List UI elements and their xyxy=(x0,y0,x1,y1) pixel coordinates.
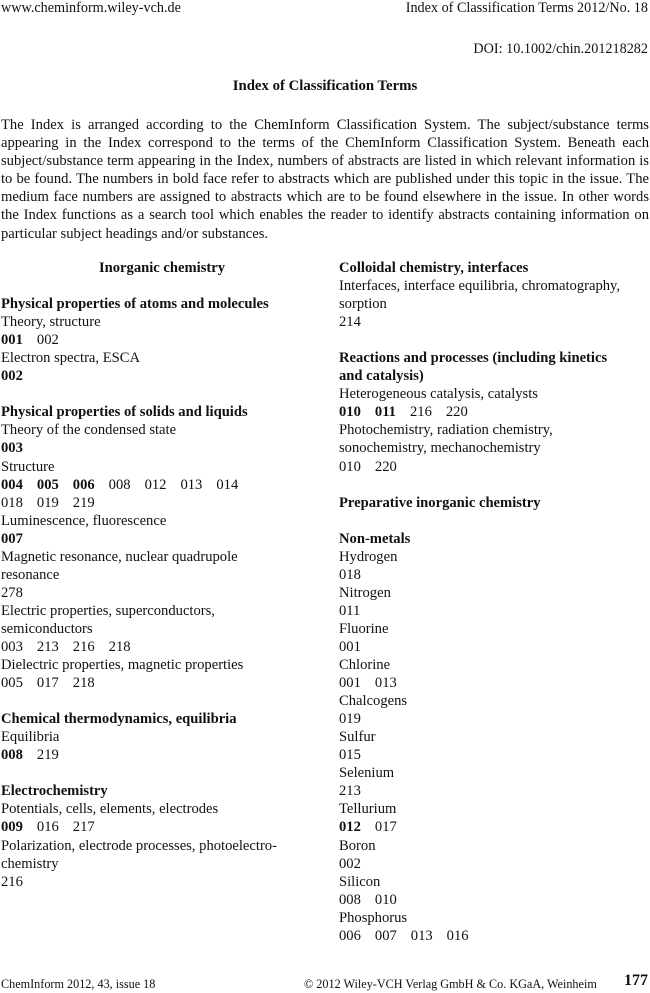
index-term: Luminescence, fluorescence xyxy=(1,512,167,529)
abstract-number: 010 xyxy=(374,891,397,908)
index-term: Sulfur xyxy=(339,729,376,746)
abstract-number: 018 xyxy=(1,494,23,511)
abstract-number: 011 xyxy=(339,602,361,619)
abstract-number: 218 xyxy=(108,638,131,655)
index-term: Selenium xyxy=(339,765,395,782)
abstract-number: 278 xyxy=(1,584,23,601)
abstract-number: 216 xyxy=(1,873,23,890)
section-heading: Physical properties of solids and liquids xyxy=(1,404,248,421)
abstract-number: 220 xyxy=(374,458,397,475)
index-term: Electric properties, superconductors, xyxy=(1,602,215,619)
page-number: 177 xyxy=(624,972,648,989)
abstract-number: 219 xyxy=(72,494,95,511)
abstract-number: 216 xyxy=(72,638,95,655)
index-term: Silicon xyxy=(339,873,381,890)
abstract-numbers xyxy=(339,855,649,873)
index-term: Photochemistry, radiation chemistry, xyxy=(339,422,553,439)
section-heading: Physical properties of atoms and molecules xyxy=(1,296,269,313)
index-term: Theory of the condensed state xyxy=(1,422,177,439)
section-heading: Preparative inorganic chemistry xyxy=(339,494,541,511)
abstract-numbers xyxy=(1,674,323,692)
abstract-number: 002 xyxy=(1,368,23,385)
abstract-numbers xyxy=(339,891,649,909)
abstract-number: 005 xyxy=(36,476,59,493)
section-heading: Chemical thermodynamics, equilibria xyxy=(1,711,237,728)
index-term: Structure xyxy=(1,458,55,475)
abstract-number: 217 xyxy=(72,819,95,836)
abstract-numbers xyxy=(1,746,323,764)
abstract-number: 008 xyxy=(108,476,131,493)
index-term: Boron xyxy=(339,837,376,854)
abstract-number: 017 xyxy=(36,675,59,692)
index-term: Theory, structure xyxy=(1,314,101,331)
abstract-numbers xyxy=(339,782,649,800)
header-issue-title: Index of Classification Terms 2012/No. 18 xyxy=(405,0,648,16)
abstract-number: 001 xyxy=(1,332,23,349)
abstract-number: 001 xyxy=(339,638,361,655)
index-term: Potentials, cells, elements, electrodes xyxy=(1,801,219,818)
abstract-number: 213 xyxy=(339,783,361,800)
section-heading: and catalysis) xyxy=(339,368,424,385)
footer-citation: ChemInform 2012, 43, issue 18 xyxy=(1,977,156,991)
abstract-numbers xyxy=(339,674,649,692)
abstract-number: 216 xyxy=(409,404,432,421)
index-term: resonance xyxy=(1,566,60,583)
index-term: sorption xyxy=(339,296,387,313)
index-term: Fluorine xyxy=(339,620,389,637)
abstract-number: 219 xyxy=(36,747,59,764)
abstract-numbers xyxy=(339,566,649,584)
abstract-number: 003 xyxy=(1,638,23,655)
abstract-number: 016 xyxy=(446,927,469,944)
spacer xyxy=(1,764,323,782)
section-heading: Colloidal chemistry, interfaces xyxy=(339,260,529,276)
abstract-number: 018 xyxy=(339,566,361,583)
abstract-numbers xyxy=(339,458,649,476)
abstract-numbers xyxy=(339,710,649,728)
abstract-number: 007 xyxy=(374,927,397,944)
index-term: Polarization, electrode processes, photoelectro- xyxy=(1,837,277,854)
abstract-number: 006 xyxy=(72,476,95,493)
index-term: Heterogeneous catalysis, catalysts xyxy=(339,386,538,403)
page-title: Index of Classification Terms xyxy=(232,78,418,94)
abstract-number: 012 xyxy=(339,819,361,836)
abstract-numbers xyxy=(339,638,649,656)
abstract-numbers xyxy=(339,313,649,331)
right-column xyxy=(339,259,649,945)
spacer xyxy=(1,385,323,403)
index-term: Chlorine xyxy=(339,657,391,674)
doi: DOI: 10.1002/chin.201218282 xyxy=(473,41,648,57)
abstract-numbers xyxy=(1,818,323,836)
abstract-number: 012 xyxy=(144,476,167,493)
abstract-number: 010 xyxy=(339,404,361,421)
column-heading: Inorganic chemistry xyxy=(98,260,226,276)
abstract-numbers xyxy=(1,439,323,457)
abstract-number: 005 xyxy=(1,675,23,692)
abstract-number: 006 xyxy=(339,927,361,944)
abstract-numbers xyxy=(339,746,649,764)
abstract-number: 009 xyxy=(1,819,23,836)
index-term: semiconductors xyxy=(1,620,93,637)
abstract-numbers xyxy=(1,476,323,494)
abstract-numbers xyxy=(1,638,323,656)
abstract-numbers xyxy=(339,927,649,945)
index-term: Chalcogens xyxy=(339,693,408,710)
abstract-numbers xyxy=(339,403,649,421)
abstract-number: 015 xyxy=(339,747,361,764)
abstract-number: 214 xyxy=(339,314,361,331)
abstract-number: 002 xyxy=(36,332,59,349)
index-term: Tellurium xyxy=(339,801,397,818)
abstract-number: 013 xyxy=(410,927,433,944)
abstract-numbers xyxy=(1,584,323,602)
abstract-number: 008 xyxy=(1,747,23,764)
index-term: Equilibria xyxy=(1,729,60,746)
index-term: Hydrogen xyxy=(339,548,398,565)
abstract-numbers xyxy=(1,530,323,548)
spacer xyxy=(339,331,649,349)
abstract-numbers xyxy=(1,367,323,385)
spacer xyxy=(339,512,649,530)
abstract-number: 011 xyxy=(374,404,396,421)
abstract-number: 013 xyxy=(180,476,203,493)
abstract-number: 001 xyxy=(339,675,361,692)
abstract-number: 017 xyxy=(374,819,397,836)
abstract-number: 003 xyxy=(1,440,23,457)
abstract-number: 016 xyxy=(36,819,59,836)
abstract-number: 002 xyxy=(339,855,361,872)
abstract-numbers xyxy=(339,602,649,620)
index-term: Electron spectra, ESCA xyxy=(1,350,141,367)
abstract-number: 007 xyxy=(1,530,23,547)
abstract-number: 004 xyxy=(1,476,23,493)
abstract-numbers xyxy=(1,873,323,891)
section-heading: Electrochemistry xyxy=(1,783,108,800)
spacer xyxy=(1,692,323,710)
index-term: Dielectric properties, magnetic properties xyxy=(1,657,244,674)
intro-paragraph: The Index is arranged according to the ChemInform Classification System. The subject/substance terms appearing in the Index correspond to the terms of the ChemInform Classification System. Beneath each subject/substance term appearing in the Index, numbers of abstracts are listed in which relevant information is to be found. The numbers in bold face refer to abstracts which are published under this topic in the issue. The medium face numbers are assigned to abstracts which are to be found elsewhere in the issue. In other words the Index functions as a search tool which enables the reader to identify abstracts containing information on particular subject headings and/or substances. xyxy=(1,117,649,242)
abstract-number: 008 xyxy=(339,891,361,908)
abstract-number: 013 xyxy=(374,675,397,692)
abstract-number: 213 xyxy=(36,638,59,655)
abstract-number: 010 xyxy=(339,458,361,475)
index-term: Phosphorus xyxy=(339,909,408,926)
index-term: Interfaces, interface equilibria, chromatography, xyxy=(339,278,621,295)
spacer xyxy=(339,476,649,494)
abstract-numbers xyxy=(1,494,323,512)
index-term: Magnetic resonance, nuclear quadrupole xyxy=(1,548,238,565)
abstract-number: 014 xyxy=(216,476,239,493)
abstract-number: 019 xyxy=(36,494,59,511)
header-url: www.cheminform.wiley-vch.de xyxy=(1,0,181,16)
index-term: chemistry xyxy=(1,855,59,872)
index-term: Nitrogen xyxy=(339,584,391,601)
index-term: sonochemistry, mechanochemistry xyxy=(339,440,541,457)
section-heading: Non-metals xyxy=(339,530,411,547)
abstract-numbers xyxy=(1,331,323,349)
abstract-number: 218 xyxy=(72,675,95,692)
abstract-numbers xyxy=(339,818,649,836)
section-heading: Reactions and processes (including kinetics xyxy=(339,350,608,367)
left-column xyxy=(1,259,323,891)
abstract-number: 019 xyxy=(339,711,361,728)
abstract-number: 220 xyxy=(445,404,468,421)
footer-copyright: © 2012 Wiley-VCH Verlag GmbH & Co. KGaA, Weinheim xyxy=(304,977,597,991)
spacer xyxy=(1,277,323,295)
